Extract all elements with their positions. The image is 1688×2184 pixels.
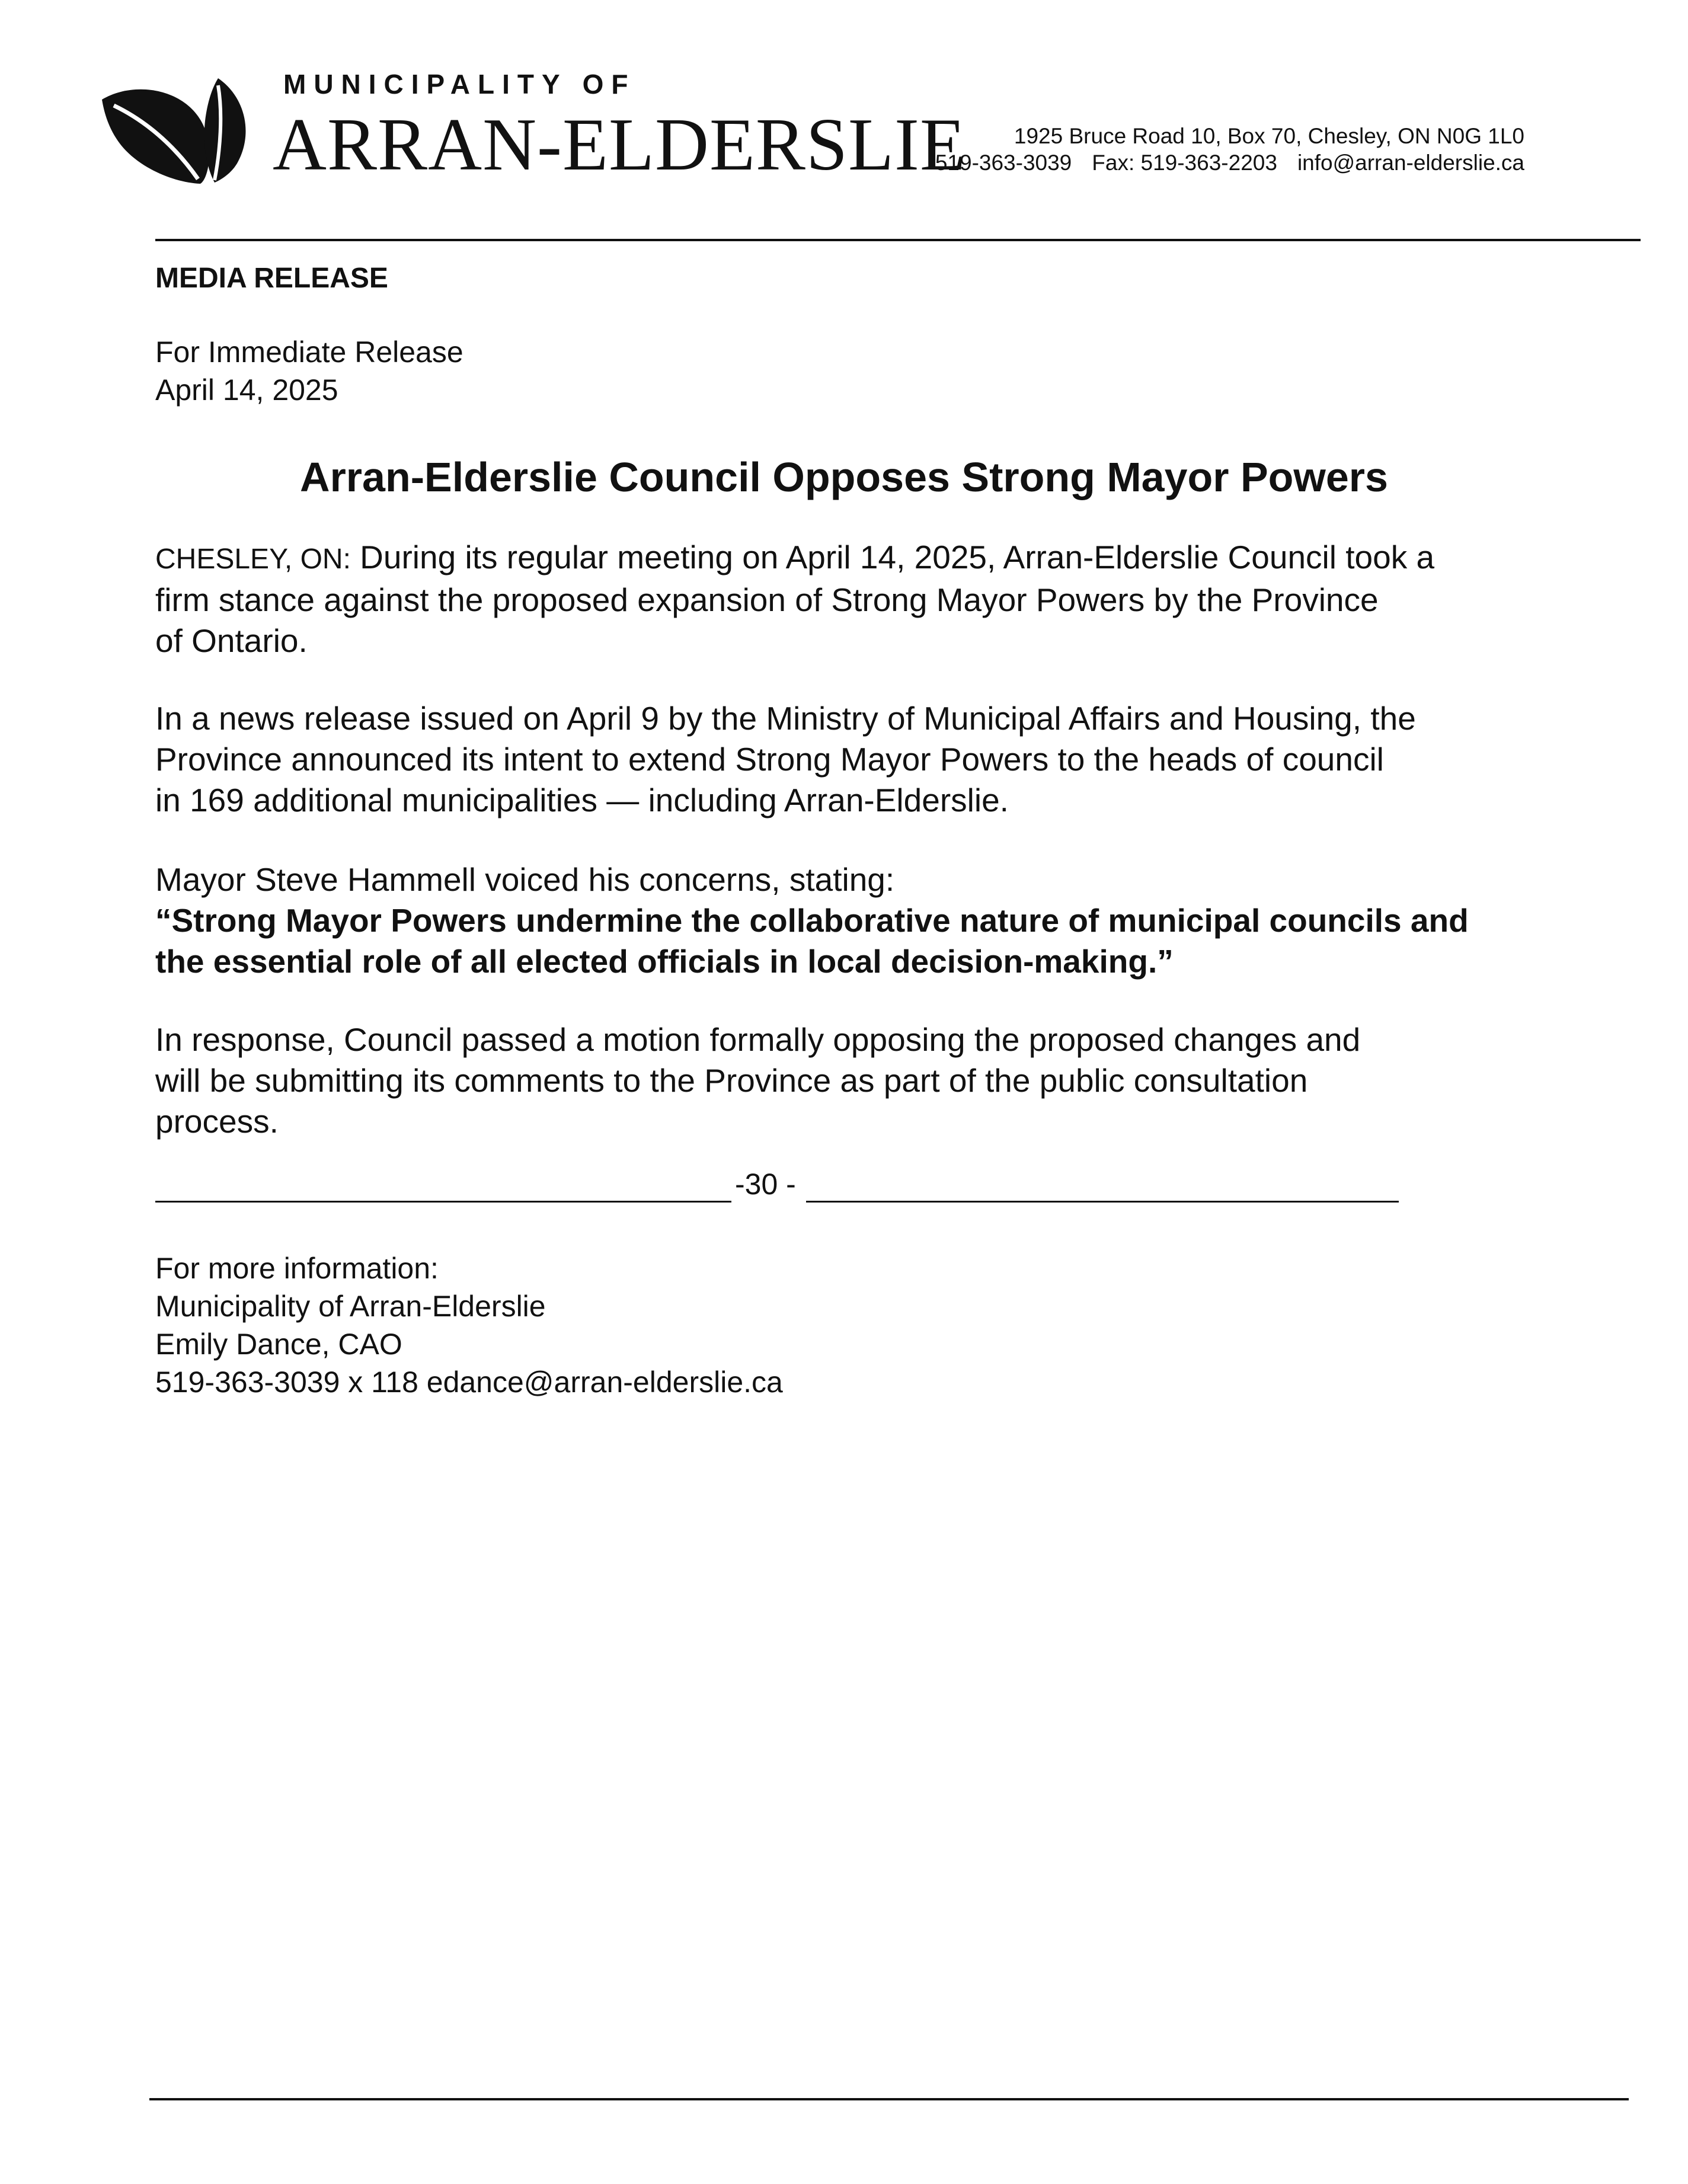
dateline: CHESLEY, ON:	[155, 543, 351, 575]
paragraph-2	[155, 698, 1554, 821]
paragraph-line	[155, 537, 1554, 580]
paragraph-line: In response, Council passed a motion formally opposing the proposed changes and	[155, 1021, 1361, 1058]
paragraph-line: firm stance against the proposed expansion of Strong Mayor Powers by the Province	[155, 581, 1379, 618]
municipality-of-label: MUNICIPALITY OF	[283, 69, 636, 100]
paragraph-line: Province announced its intent to extend Strong Mayor Powers to the heads of council	[155, 741, 1384, 778]
paragraph-1	[155, 537, 1554, 661]
page-title: Arran-Elderslie Council Opposes Strong Mayor Powers	[300, 454, 1388, 500]
end-mark-text: -30 -	[735, 1168, 796, 1201]
end-mark	[155, 1165, 1459, 1208]
release-timing: For Immediate Release	[155, 335, 463, 369]
mayor-quote-line: “Strong Mayor Powers undermine the collaborative nature of municipal councils and	[155, 902, 1469, 939]
contact-block	[155, 1249, 783, 1401]
paragraph-line: of Ontario.	[155, 622, 308, 659]
letterhead-contact	[935, 149, 1524, 177]
contact-heading: For more information:	[155, 1252, 439, 1285]
leaves-icon	[102, 78, 250, 184]
header-divider	[155, 239, 1641, 241]
letterhead-phone: 519-363-3039	[935, 151, 1072, 175]
end-mark-rule-right	[806, 1201, 1399, 1203]
contact-phone-email: 519-363-3039 x 118 edance@arran-elderslie.ca	[155, 1366, 783, 1399]
mayor-quote-line: the essential role of all elected officials in local decision-making.”	[155, 943, 1174, 980]
letterhead-email[interactable]: info@arran-elderslie.ca	[1297, 151, 1524, 175]
contact-person: Emily Dance, CAO	[155, 1328, 402, 1361]
contact-org: Municipality of Arran-Elderslie	[155, 1290, 546, 1323]
paragraph-text: During its regular meeting on April 14, 2025, Arran-Elderslie Council took a	[350, 539, 1435, 575]
release-date: April 14, 2025	[155, 373, 338, 407]
paragraph-3	[155, 859, 1554, 982]
municipality-name: ARRAN-ELDERSLIE	[273, 104, 966, 186]
end-mark-rule-left	[155, 1201, 731, 1203]
paragraph-line: process.	[155, 1103, 279, 1140]
paragraph-line: will be submitting its comments to the Province as part of the public consultation	[155, 1062, 1308, 1099]
letterhead-address: 1925 Bruce Road 10, Box 70, Chesley, ON N0G 1L0	[1014, 124, 1524, 148]
paragraph-4	[155, 1019, 1554, 1142]
paragraph-line: In a news release issued on April 9 by the Ministry of Municipal Affairs and Housing, the	[155, 700, 1416, 737]
media-release-label: MEDIA RELEASE	[155, 263, 388, 294]
letterhead-fax: Fax: 519-363-2203	[1092, 151, 1277, 175]
paragraph-line: in 169 additional municipalities — including Arran-Elderslie.	[155, 782, 1009, 818]
paragraph-line: Mayor Steve Hammell voiced his concerns, stating:	[155, 861, 895, 898]
footer-divider	[149, 2098, 1629, 2100]
